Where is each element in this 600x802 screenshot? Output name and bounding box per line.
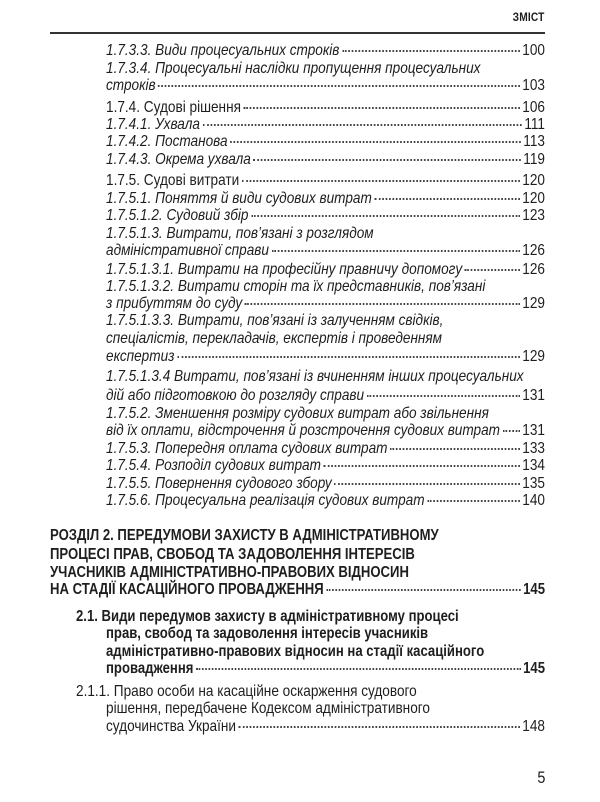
toc-entry-line — [76, 608, 459, 626]
toc-page-number: 106 — [522, 99, 545, 116]
toc-page-number: 126 — [522, 242, 545, 259]
toc-entry-line — [50, 564, 409, 582]
dot-leader — [251, 215, 520, 217]
toc-entry-title: 2.1. Види передумов захисту в адміністративному процесі — [76, 608, 459, 625]
toc-entry-line — [106, 60, 480, 78]
toc-entry-title: строків — [106, 77, 156, 94]
toc-entry-line — [106, 172, 545, 190]
toc-page-number: 134 — [522, 457, 545, 474]
toc-entry-title: 1.7.5.1.3.1. Витрати на професійну правничу допомогу — [106, 261, 463, 278]
toc-entry-line — [106, 348, 545, 366]
toc-entry-line — [106, 116, 545, 134]
toc-entry-title: 1.7.5.1.3.3. Витрати, пов’язані із залученням свідків, — [106, 312, 444, 329]
dot-leader — [177, 356, 520, 358]
toc-entry-title: 1.7.3.4. Процесуальні наслідки пропущення процесуальних — [106, 60, 481, 77]
dot-leader — [342, 50, 520, 52]
toc-entry-line — [50, 546, 415, 564]
dot-leader — [158, 85, 520, 87]
toc-entry-title: 1.7.5.1.3.2. Витрати сторін та їх представників, пов’язані — [106, 278, 486, 295]
toc-entry-line — [106, 207, 545, 225]
toc-entry-title: експертиз — [106, 348, 175, 365]
running-header: ЗМІСТ — [513, 10, 545, 24]
toc-entry-line — [106, 312, 443, 330]
toc-page-number: 120 — [522, 172, 545, 189]
dot-leader — [503, 430, 520, 432]
toc-entry-title: 1.7.4.3. Окрема ухвала — [106, 151, 251, 168]
toc-entry-title: 1.7.4.1. Ухвала — [106, 116, 200, 133]
toc-entry-line — [106, 42, 545, 60]
toc-entry-title: 1.7.5.1. Поняття й види судових витрат — [106, 190, 372, 207]
dot-leader — [202, 124, 521, 126]
toc-page-number: 129 — [522, 348, 545, 365]
toc-entry-title: адміністративної справи — [106, 242, 269, 259]
toc-entry-title: спеціалістів, перекладачів, експертів і проведенням — [106, 330, 443, 347]
dot-leader — [390, 448, 520, 450]
toc-entry-line — [106, 330, 442, 348]
toc-entry-title: прав, свобод та задоволення інтересів учасників — [106, 625, 429, 642]
dot-leader — [230, 141, 521, 143]
toc-entry-line — [50, 581, 545, 599]
toc-entry-line — [50, 527, 439, 545]
toc-entry-title: 1.7.5.3. Попередня оплата судових витрат — [106, 440, 388, 457]
toc-entry-title: 1.7.5.1.3.4 Витрати, пов’язані із вчиненням інших процесуальних — [106, 368, 524, 385]
toc-page-number: 126 — [522, 261, 545, 278]
toc-entry-line — [106, 295, 545, 313]
toc-entry-line — [106, 440, 545, 458]
toc-entry-line — [106, 475, 545, 493]
toc-entry-title: 1.7.5.1.2. Судовий збір — [106, 207, 249, 224]
toc-entry-title: РОЗДІЛ 2. ПЕРЕДУМОВИ ЗАХИСТУ В АДМІНІСТРАТИВНОМУ — [50, 527, 439, 544]
header-rule — [50, 32, 545, 34]
toc-entry-title: від їх оплати, відстрочення й розстрочення судових витрат — [106, 422, 501, 439]
toc-entry-title: 1.7.5.1.3. Витрати, пов’язані з розглядом — [106, 225, 374, 242]
dot-leader — [374, 198, 519, 200]
dot-leader — [326, 589, 520, 591]
toc-entry-line — [106, 151, 545, 169]
toc-entry-title: рішення, передбачене Кодексом адміністративного — [106, 700, 430, 717]
toc-entry-title: 1.7.5.5. Повернення судового збору — [106, 475, 332, 492]
toc-entry-title: 1.7.4. Судові рішення — [106, 99, 241, 116]
toc-entry-line — [106, 133, 545, 151]
toc-page-number: 140 — [522, 492, 545, 509]
toc-entry-line — [106, 77, 545, 95]
dot-leader — [239, 726, 520, 728]
toc-page-number: 111 — [524, 116, 545, 133]
toc-entry-line — [106, 492, 545, 510]
toc-entry-title: адміністративно-правових відносин на стадії касаційного — [106, 643, 485, 660]
toc-page-number: 123 — [522, 207, 545, 224]
toc-entry-line — [106, 718, 545, 736]
toc-entry-title: 1.7.5.6. Процесуальна реалізація судових витрат — [106, 492, 425, 509]
toc-entry-title: 1.7.5.4. Розподіл судових витрат — [106, 457, 321, 474]
toc-entry-title: 1.7.4.2. Постанова — [106, 133, 228, 150]
toc-page-number: 119 — [523, 151, 545, 168]
toc-page-number: 100 — [522, 42, 545, 59]
toc-entry-line — [106, 643, 484, 661]
toc-page-number: 131 — [522, 387, 545, 404]
toc-page-number: 113 — [523, 133, 545, 150]
toc-entry-line — [106, 190, 545, 208]
dot-leader — [323, 465, 519, 467]
dot-leader — [271, 250, 519, 252]
dot-leader — [242, 180, 520, 182]
toc-entry-line — [106, 457, 545, 475]
toc-entry-title: УЧАСНИКІВ АДМІНІСТРАТИВНО-ПРАВОВИХ ВІДНОСИН — [50, 564, 409, 581]
toc-page-number: 145 — [523, 660, 545, 677]
toc-entry-line — [106, 422, 545, 440]
page-number: 5 — [536, 768, 545, 787]
dot-leader — [245, 303, 520, 305]
toc-entry-title: провадження — [106, 660, 194, 677]
toc-entry-title: 1.7.3.3. Види процесуальних строків — [106, 42, 340, 59]
dot-leader — [253, 159, 520, 161]
toc-entry-title: 1.7.5. Судові витрати — [106, 172, 240, 189]
toc-entry-line — [106, 99, 545, 117]
toc-entry-title: судочинства України — [106, 718, 236, 735]
toc-page-number: 120 — [522, 190, 545, 207]
toc-entry-line — [106, 405, 489, 423]
toc-entry-line — [106, 700, 430, 718]
toc-entry-title: ПРОЦЕСІ ПРАВ, СВОБОД ТА ЗАДОВОЛЕННЯ ІНТЕРЕСІВ — [50, 546, 415, 563]
toc-entry-title: дій або підготовкою до розгляду справи — [106, 387, 365, 404]
toc-entry-title: 1.7.5.2. Зменшення розміру судових витрат або звільнення — [106, 405, 489, 422]
toc-entry-line — [106, 368, 524, 386]
toc-entry-title: НА СТАДІЇ КАСАЦІЙНОГО ПРОВАДЖЕННЯ — [50, 581, 324, 598]
toc-entry-line — [106, 387, 545, 405]
toc-page-number: 148 — [522, 718, 545, 735]
toc-entry-title: 2.1.1. Право особи на касаційне оскарження судового — [76, 683, 417, 700]
dot-leader — [465, 269, 520, 271]
dot-leader — [334, 483, 520, 485]
toc-entry-line — [106, 242, 545, 260]
toc-entry-line — [106, 625, 428, 643]
dot-leader — [367, 395, 520, 397]
toc-entry-line — [106, 278, 485, 296]
dot-leader — [244, 107, 520, 109]
toc-entry-line — [106, 225, 374, 243]
dot-leader — [427, 500, 520, 502]
toc-entry-title: з прибуттям до суду — [106, 295, 243, 312]
toc-page-number: 145 — [523, 581, 545, 598]
toc-page-number: 135 — [522, 475, 545, 492]
toc-entry-line — [106, 660, 545, 678]
toc-page-number: 129 — [522, 295, 545, 312]
dot-leader — [196, 668, 521, 670]
toc-page-number: 131 — [522, 422, 545, 439]
toc-entry-line — [106, 261, 545, 279]
toc-entry-line — [76, 683, 417, 701]
toc-page-number: 103 — [522, 77, 545, 94]
toc-page-number: 133 — [522, 440, 545, 457]
